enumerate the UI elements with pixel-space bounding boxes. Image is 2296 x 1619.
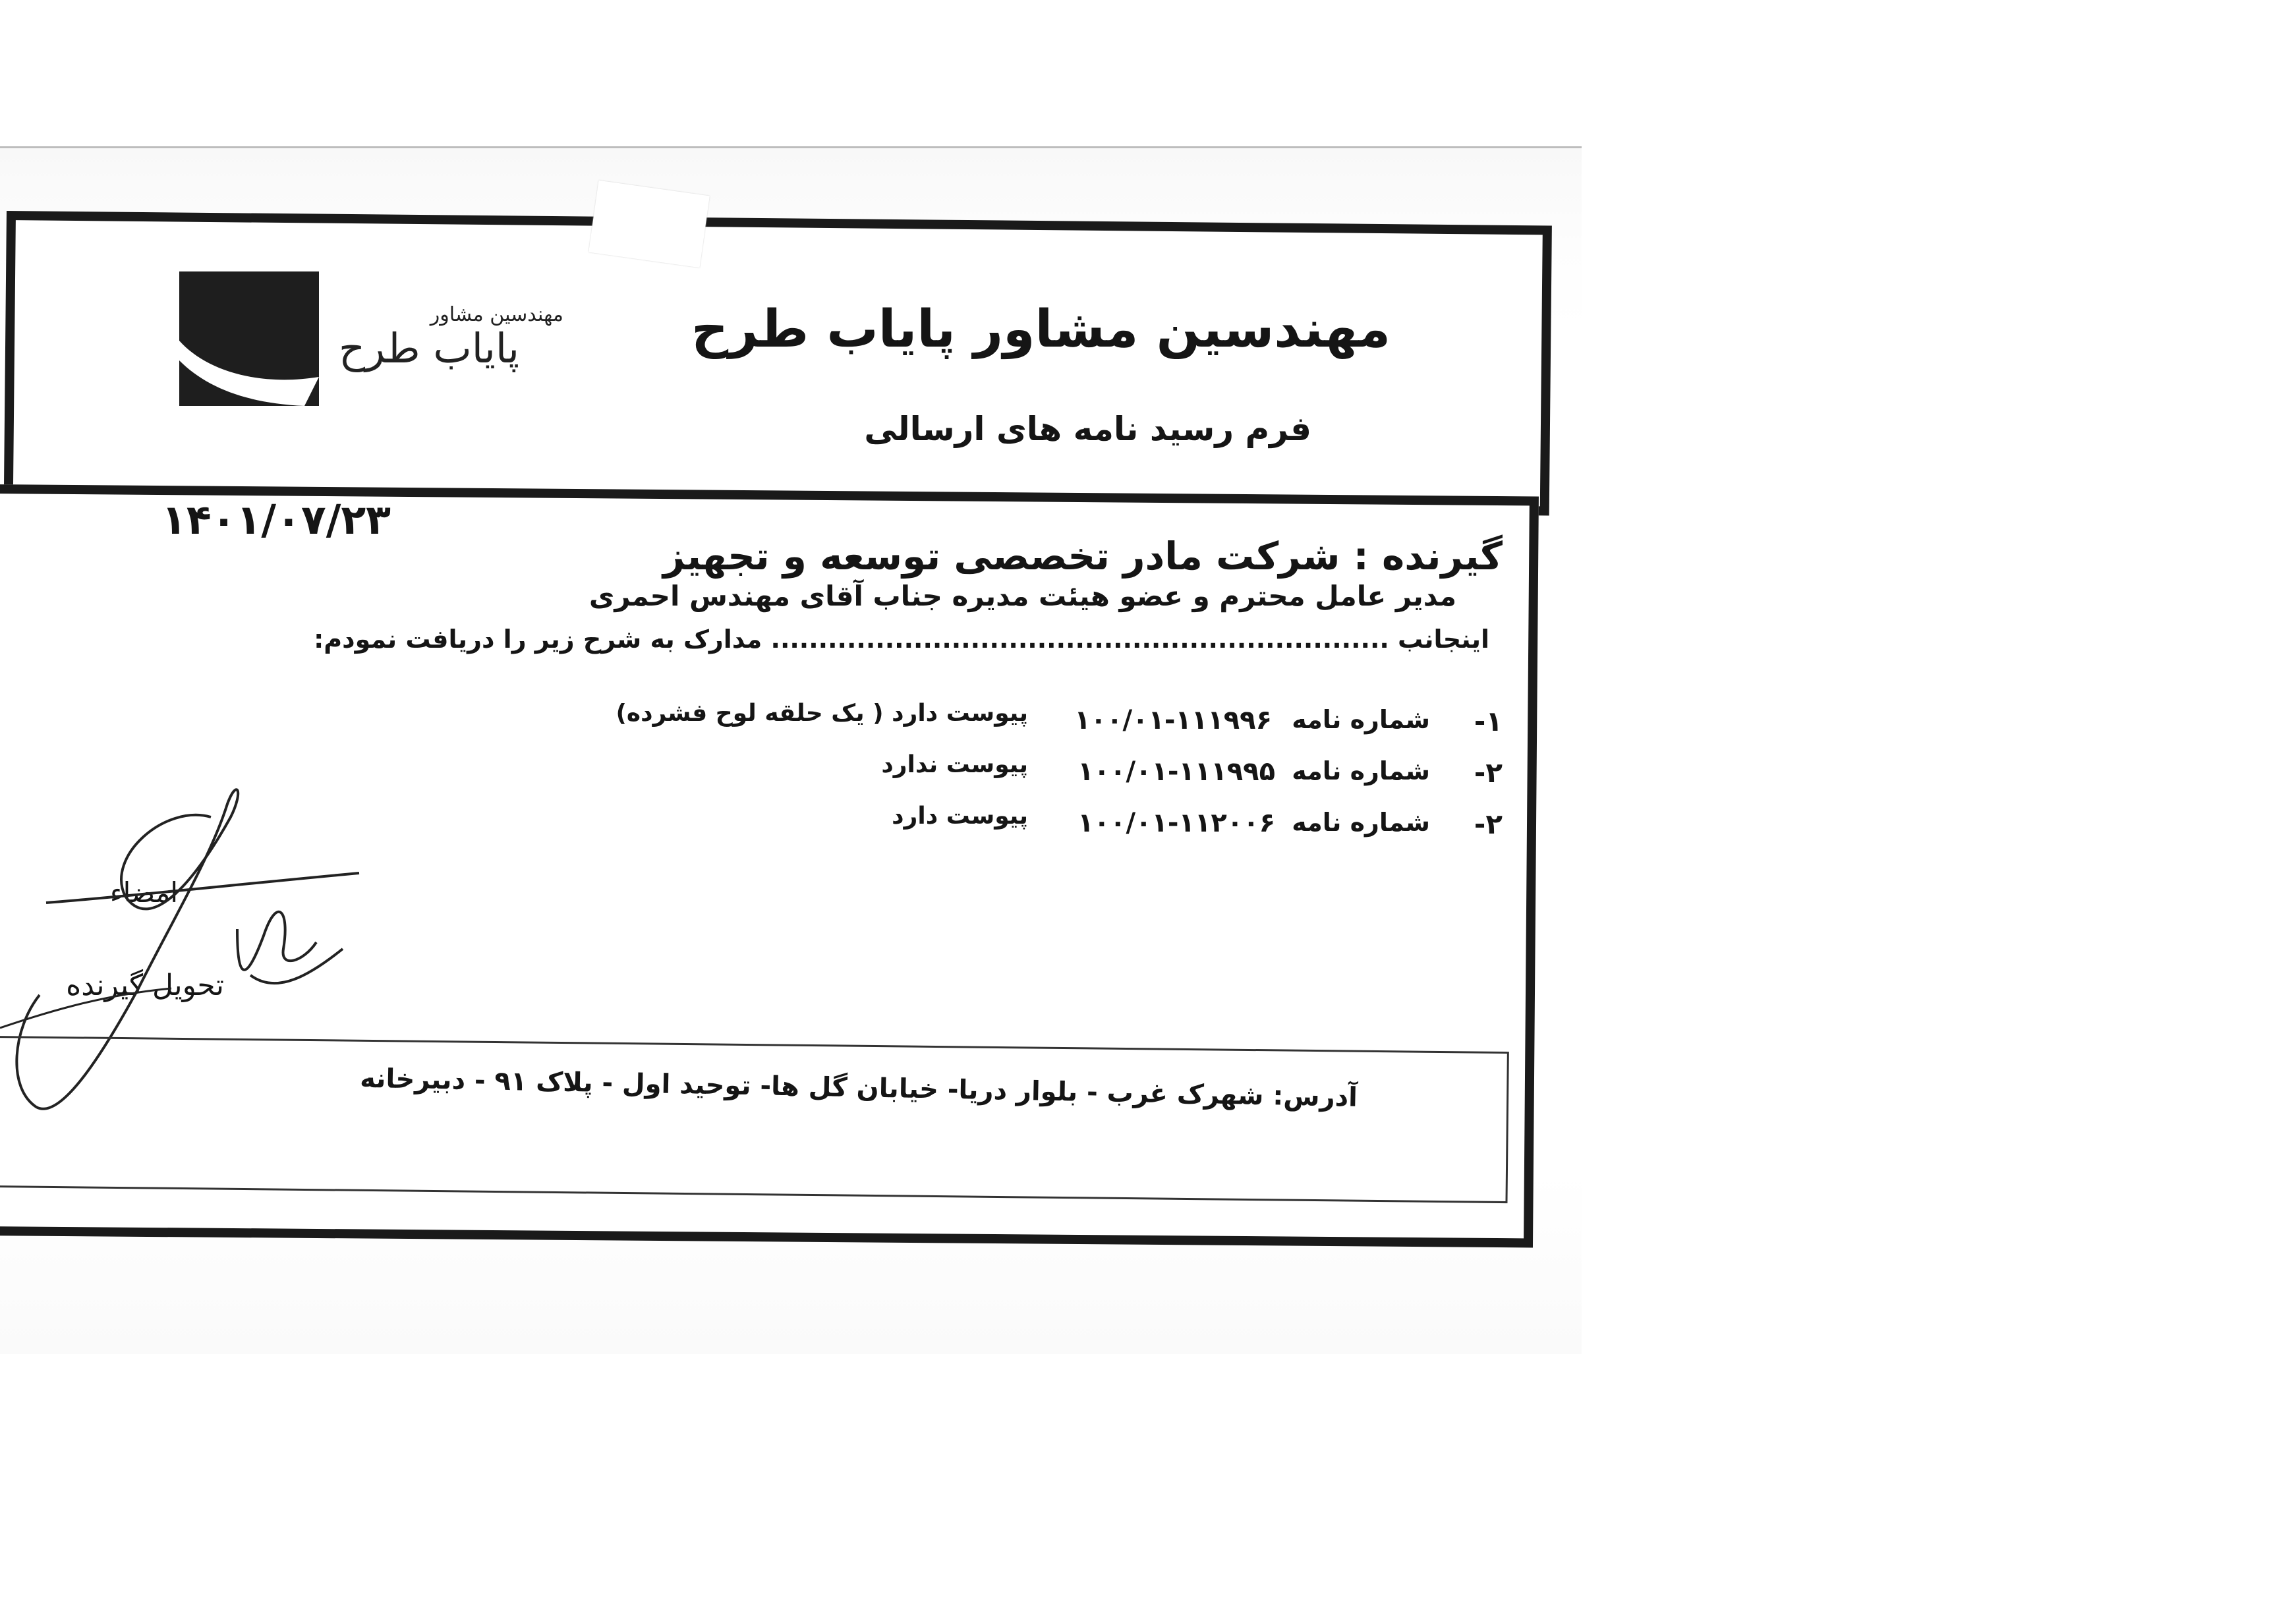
logo-small-text: مهندسین مشاور (430, 303, 563, 326)
item-index: ۲- (1474, 808, 1503, 840)
form-title: فرم رسید نامه های ارسالی (864, 410, 1311, 448)
receiver-label: تحویل گیرنده (66, 969, 224, 1002)
item-number: ۱۰۰/۰۱-۱۱۲۰۰۶ (1077, 808, 1275, 838)
paper-tear (588, 181, 710, 268)
date: ۱۴۰۱/۰۷/۲۳ (161, 496, 391, 544)
item-number: ۱۰۰/۰۱-۱۱۱۹۹۶ (1074, 705, 1272, 735)
recipient-line: گیرنده : شرکت مادر تخصصی توسعه و تجهیز (663, 534, 1503, 579)
sign-label: امضاء (109, 876, 178, 909)
item-label: شماره نامه (1292, 808, 1430, 837)
item-number: ۱۰۰/۰۱-۱۱۱۹۹۵ (1077, 756, 1275, 787)
addressee-line: مدیر عامل محترم و عضو هیئت مدیره جناب آقای مهندس احمری (588, 580, 1456, 612)
item-index: ۱- (1474, 705, 1503, 737)
item-label: شماره نامه (1292, 756, 1430, 785)
logo-big-text: پایاب طرح (339, 324, 519, 372)
statement-line: اینجانب ................................................................. مدارک به شرح زیر را دریافت نمودم: (314, 625, 1489, 654)
company-name: مهندسین مشاور پایاب طرح (691, 300, 1391, 359)
item-index: ۲- (1474, 756, 1503, 789)
logo-mark-icon (179, 271, 319, 406)
item-attachment: پیوست دارد (892, 803, 1028, 830)
company-logo (179, 271, 319, 406)
item-attachment: پیوست ندارد (881, 751, 1028, 778)
item-attachment: پیوست دارد ( یک حلقه لوح فشرده) (616, 700, 1028, 727)
item-label: شماره نامه (1292, 705, 1430, 734)
address-line: آدرس: شهرک غرب - بلوار دریا- خیابان گل ها- توحید اول - پلاک ۹۱ - دبیرخانه (359, 1063, 1358, 1113)
